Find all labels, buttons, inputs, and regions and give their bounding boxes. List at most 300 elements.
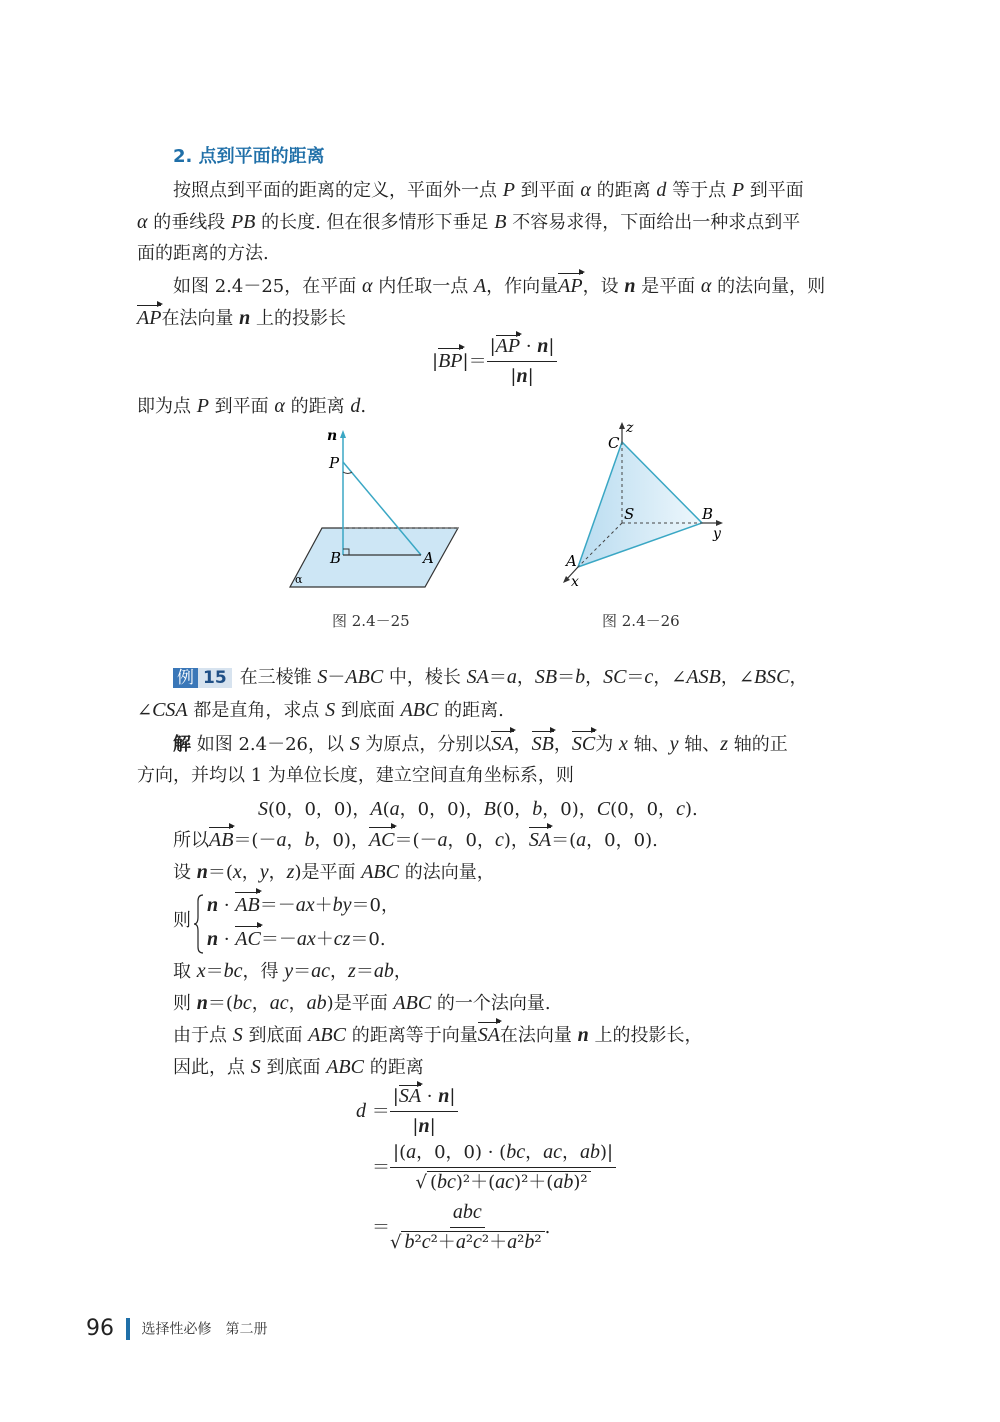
text: 的距离: [590, 180, 657, 201]
vector-AP: AP: [558, 272, 582, 300]
math-variable: α: [700, 275, 712, 297]
text: ，: [585, 667, 604, 688]
math-variable: d: [356, 1100, 366, 1122]
math-variable: ac: [543, 1141, 562, 1163]
text: 中，棱长: [383, 667, 467, 688]
math-variable: α: [274, 395, 285, 417]
text: 方向，并均以 1 为单位长度，建立空间直角坐标系，则: [137, 765, 574, 786]
text: ＝: [488, 667, 507, 688]
text: ，: [286, 830, 305, 851]
text: ²: [414, 1232, 422, 1253]
math-variable: SB: [534, 666, 558, 688]
math-variable: B: [494, 211, 507, 233]
math-variable: SC: [603, 666, 627, 688]
text: ，: [525, 1142, 544, 1163]
math-variable: a: [576, 829, 587, 851]
math-variable: ABC: [361, 861, 399, 883]
text: ，: [562, 1142, 580, 1163]
vector-SA: SA: [398, 1085, 422, 1107]
label-x: x: [571, 574, 579, 590]
numerator: [390, 1084, 459, 1112]
math-variable: c: [495, 829, 504, 851]
math-variable: ABC: [345, 666, 384, 688]
text: 取: [173, 961, 197, 982]
text: |: [392, 1086, 399, 1107]
vector-SB: SB: [532, 730, 554, 758]
math-variable: S: [325, 699, 336, 721]
text: ，: [330, 961, 349, 982]
text: 在法向量: [161, 308, 240, 329]
formula-distance-3: [372, 1200, 550, 1255]
text: 到底面: [260, 1057, 327, 1078]
math-variable: bc: [223, 960, 243, 982]
formula-distance-1: [356, 1084, 458, 1139]
text: 为原点，分别以: [359, 734, 492, 755]
text: ，∠: [653, 667, 687, 688]
label-y: y: [713, 526, 721, 542]
solution-line: [137, 762, 574, 790]
math-variable: c: [473, 1231, 482, 1253]
text: |(: [393, 1142, 407, 1163]
text: ＝: [372, 1156, 390, 1178]
math-variable: ABC: [400, 699, 439, 721]
text: ，: [516, 667, 535, 688]
text: ²: [534, 1232, 542, 1253]
math-variable: ab: [306, 992, 327, 1014]
solution-line: [173, 989, 551, 1018]
bold-vector: n: [239, 307, 251, 329]
math-variable: PB: [230, 211, 256, 233]
label-P: P: [329, 454, 340, 472]
math-variable: a: [455, 1231, 466, 1253]
text: )|: [600, 1142, 614, 1163]
formula-distance-2: [372, 1140, 616, 1195]
text: (0，0，: [610, 799, 677, 820]
text: 都是直角，求点: [187, 700, 326, 721]
formula-lhs: [372, 1214, 390, 1242]
math-variable: d: [656, 179, 667, 201]
math-variable: z: [348, 960, 356, 982]
page-number: 96: [86, 1316, 114, 1341]
period: .: [544, 1216, 551, 1238]
figure-tetrahedron: [563, 420, 723, 590]
math-variable: P: [196, 395, 209, 417]
example-badge: [173, 667, 232, 689]
text: 到平面: [744, 180, 804, 201]
math-variable: y: [259, 861, 269, 883]
bold-vector: n: [516, 365, 528, 387]
example-line: [173, 663, 808, 692]
math-variable: a: [389, 798, 400, 820]
math-variable: b: [532, 798, 543, 820]
math-variable: CSA: [152, 699, 188, 721]
text: 上的投影长，: [588, 1025, 703, 1046]
vector-SA: SA: [529, 826, 551, 854]
solution-text: [191, 734, 788, 755]
math-variable: α: [361, 275, 373, 297]
text: ，0，: [447, 830, 495, 851]
label-S: S: [624, 505, 635, 523]
paragraph-line: [173, 176, 804, 205]
page-footer: [86, 1316, 267, 1341]
numerator: [487, 334, 558, 362]
text: ，∠: [720, 667, 754, 688]
bold-vector: n: [624, 275, 636, 297]
text: 轴的正: [728, 734, 788, 755]
math-variable: d: [350, 395, 361, 417]
math-variable: x: [618, 733, 628, 755]
math-variable: S: [258, 798, 268, 820]
solution-line: [173, 730, 788, 759]
text: ∠: [137, 700, 153, 721]
math-variable: a: [437, 829, 448, 851]
text: ，: [241, 862, 260, 883]
then-label: 则: [173, 910, 191, 931]
math-variable: x: [232, 861, 242, 883]
example-text: [240, 667, 808, 688]
text: 所以: [173, 830, 209, 851]
vector-AC: AC: [235, 925, 261, 953]
text: 是平面: [635, 276, 701, 297]
bold-vector: n: [207, 894, 219, 916]
text: 轴、: [678, 734, 721, 755]
text: ，: [513, 734, 532, 755]
text: 不容易求得，下面给出一种求点到平: [506, 212, 801, 233]
math-variable: a: [507, 1231, 518, 1253]
bold-vector: n: [418, 1115, 430, 1137]
text: 的一个法向量.: [431, 993, 551, 1014]
label-A: A: [566, 552, 577, 570]
badge-word: 例: [173, 668, 198, 688]
text: ＋: [314, 895, 333, 916]
numerator: [390, 1140, 616, 1168]
text: )，: [503, 830, 529, 851]
solution-line: [173, 957, 412, 986]
text: |: [510, 366, 517, 387]
text: ，得: [242, 961, 285, 982]
solution-label: 解: [173, 734, 191, 755]
text: ＝: [626, 667, 645, 688]
figure-caption: 图 2.4－25: [332, 612, 410, 630]
figure-caption: 图 2.4－26: [602, 612, 680, 630]
text: 等于点: [666, 180, 732, 201]
math-variable: b: [575, 666, 586, 688]
math-variable: z: [286, 861, 295, 883]
math-variable: y: [669, 733, 679, 755]
text: )是平面: [326, 993, 394, 1014]
text: (: [382, 799, 390, 820]
text: ，0，0).: [586, 830, 658, 851]
text: 设: [173, 862, 197, 883]
text: ，作向量: [486, 276, 559, 297]
text: (0，: [495, 799, 533, 820]
math-variable: cz: [333, 928, 351, 950]
text: ·: [218, 895, 236, 916]
text: ).: [684, 799, 698, 820]
text: ＝: [366, 1101, 390, 1122]
math-variable: ax: [295, 894, 315, 916]
math-variable: α: [580, 179, 591, 201]
text: 到平面: [208, 396, 275, 417]
text: ，0，0) · (: [416, 1142, 507, 1163]
math-variable: b: [524, 1231, 535, 1253]
math-variable: a: [506, 666, 517, 688]
text: ＝: [372, 1216, 390, 1238]
vector-SA: SA: [491, 730, 513, 758]
text: 的距离: [363, 1057, 424, 1078]
text: ＋: [315, 929, 334, 950]
math-variable: SA: [466, 666, 489, 688]
math-variable: S: [349, 733, 360, 755]
text: )²＋(: [514, 1172, 554, 1193]
text: ＝－: [259, 895, 296, 916]
text: ·: [520, 336, 538, 357]
math-variable: abc: [452, 1201, 482, 1223]
math-variable: S: [317, 666, 328, 688]
vector-AP: AP: [137, 304, 161, 332]
text: ，: [789, 667, 808, 688]
text: 的距离: [284, 396, 351, 417]
text: ＝: [557, 667, 576, 688]
text: 到平面: [514, 180, 581, 201]
math-variable: B: [483, 798, 496, 820]
text: 因此，点: [173, 1057, 251, 1078]
math-variable: ab: [553, 1171, 574, 1193]
text: ＝(: [551, 830, 577, 851]
math-variable: bc: [506, 1141, 526, 1163]
text: ²: [517, 1232, 525, 1253]
text: ＝0.: [350, 929, 386, 950]
figure-point-plane: [290, 428, 458, 587]
text: ²: [465, 1232, 474, 1253]
paragraph-line: [137, 392, 366, 421]
math-variable: c: [421, 1231, 431, 1253]
text: |＝: [462, 351, 487, 372]
text: ＝(: [207, 993, 233, 1014]
text: 由于点: [173, 1025, 233, 1046]
solution-line: [173, 858, 495, 887]
fraction: [390, 1200, 545, 1255]
text: 的距离等于向量: [345, 1025, 478, 1046]
math-variable: bc: [437, 1171, 456, 1193]
math-variable: P: [731, 179, 745, 201]
math-variable: α: [137, 211, 148, 233]
text: ，: [288, 993, 307, 1014]
math-variable: by: [332, 894, 352, 916]
numerator: [450, 1200, 485, 1228]
bold-vector: n: [438, 1085, 450, 1107]
label-C: C: [608, 434, 620, 452]
text: )是平面: [294, 862, 362, 883]
book-title: 选择性必修 第二册: [141, 1321, 268, 1338]
text: 在三棱锥: [239, 667, 318, 688]
text: )²＋(: [455, 1172, 496, 1193]
text: |: [412, 1116, 419, 1137]
text: 如图 2.4－25，在平面: [173, 276, 362, 297]
vector-AP: AP: [495, 335, 521, 357]
text: ，: [268, 862, 287, 883]
text: 内任取一点: [372, 276, 474, 297]
sqrt-content: [427, 1171, 591, 1193]
text: (0，0，0)，: [268, 799, 371, 820]
denominator: [412, 1112, 435, 1139]
text: ＝(－: [394, 830, 438, 851]
math-variable: bc: [232, 992, 252, 1014]
vector-AB: AB: [235, 891, 259, 919]
text: 的垂线段: [147, 212, 231, 233]
solution-line: [173, 1053, 424, 1082]
text: |: [449, 1086, 456, 1107]
denominator: √ (bc)²＋(ac)²＋(ab)²: [416, 1168, 591, 1195]
text: ＝(－: [233, 830, 277, 851]
system-eq-2: [207, 925, 386, 954]
math-variable: a: [276, 829, 287, 851]
text: 的长度. 但在很多情形下垂足: [255, 212, 495, 233]
paragraph-line: [137, 240, 269, 268]
label-B: B: [702, 505, 714, 523]
paragraph-line: [137, 208, 800, 237]
fraction: [390, 1084, 459, 1139]
formula-lhs: [432, 347, 487, 376]
math-variable: y: [284, 960, 294, 982]
text: 上的投影长: [250, 308, 347, 329]
paragraph-line: [173, 272, 825, 301]
text: |: [527, 366, 534, 387]
solution-line: [173, 1021, 703, 1050]
text: ＝: [293, 961, 312, 982]
example-line: [137, 696, 504, 725]
text: 则: [173, 993, 197, 1014]
figures: [280, 420, 740, 600]
math-variable: x: [196, 960, 206, 982]
text: 为: [595, 734, 619, 755]
text: ＝(: [207, 862, 233, 883]
denominator: [510, 362, 533, 389]
label-n: n: [327, 428, 338, 444]
text: 的法向量，: [399, 862, 495, 883]
math-variable: b: [404, 1231, 415, 1253]
text: (: [429, 1172, 438, 1193]
text: )²: [573, 1172, 588, 1193]
text: |: [548, 336, 555, 357]
text: ·: [218, 929, 236, 950]
math-variable: z: [720, 733, 728, 755]
fraction: [390, 1140, 616, 1195]
math-variable: ab: [580, 1141, 600, 1163]
paragraph-line: [137, 304, 346, 333]
math-variable: ABC: [308, 1024, 346, 1046]
text: 到底面: [242, 1025, 309, 1046]
text: 面的距离的方法.: [137, 243, 269, 264]
badge-number: 15: [198, 668, 232, 688]
math-variable: BSC: [753, 666, 790, 688]
coordinates-line: [258, 795, 698, 824]
math-variable: ab: [373, 960, 394, 982]
label-z: z: [626, 420, 634, 436]
math-variable: ac: [495, 1171, 515, 1193]
vector-BP: BP: [438, 347, 462, 375]
footer-divider: [126, 1318, 130, 1340]
text: ，0，0)，: [399, 799, 484, 820]
text: 轴、: [627, 734, 670, 755]
math-variable: S: [232, 1024, 243, 1046]
math-variable: ABC: [326, 1056, 364, 1078]
text: |: [432, 351, 439, 372]
math-variable: a: [406, 1141, 417, 1163]
text: 的距离.: [438, 700, 504, 721]
text: 按照点到平面的距离的定义，平面外一点: [173, 180, 503, 201]
vector-SA: SA: [478, 1021, 500, 1049]
bold-vector: n: [207, 928, 219, 950]
text: ·: [421, 1086, 439, 1107]
text: ²＋: [481, 1232, 508, 1253]
text: ，: [393, 961, 412, 982]
system-eq-1: [207, 891, 399, 920]
text: ＝0，: [351, 895, 399, 916]
bold-vector: n: [537, 335, 549, 357]
bold-vector: n: [196, 992, 208, 1014]
vector-AB: AB: [209, 826, 233, 854]
text: －: [327, 667, 346, 688]
text: ²＋: [430, 1232, 456, 1253]
text: |: [489, 336, 496, 357]
bold-vector: n: [196, 861, 208, 883]
text: 到底面: [335, 700, 401, 721]
denominator: √ b²c²＋a²c²＋a²b²: [390, 1228, 545, 1255]
label-B: B: [330, 549, 342, 567]
text: 在法向量: [499, 1025, 578, 1046]
text: ，0)，: [314, 830, 369, 851]
text: ，0)，: [542, 799, 597, 820]
math-variable: c: [644, 666, 654, 688]
vector-AC: AC: [369, 826, 395, 854]
text: 的法向量，则: [711, 276, 826, 297]
math-variable: C: [596, 798, 611, 820]
math-variable: A: [473, 275, 487, 297]
solution-line: [173, 826, 658, 855]
math-variable: A: [370, 798, 383, 820]
fraction: [487, 334, 558, 389]
math-variable: ac: [269, 992, 289, 1014]
math-variable: ac: [311, 960, 331, 982]
text: ＝－: [260, 929, 297, 950]
label-alpha: α: [295, 573, 303, 586]
math-variable: c: [676, 798, 685, 820]
text: ，设: [582, 276, 625, 297]
math-variable: ax: [296, 928, 316, 950]
formula-lhs: [356, 1097, 390, 1126]
left-brace: [193, 893, 205, 955]
text: ，: [553, 734, 572, 755]
sqrt-content: [401, 1231, 544, 1253]
math-variable: ABC: [393, 992, 432, 1014]
formula-projection: [432, 334, 557, 389]
math-variable: S: [250, 1056, 261, 1078]
text: ＝: [355, 961, 374, 982]
vector-SC: SC: [572, 730, 595, 758]
math-variable: ASB: [686, 666, 721, 688]
formula-lhs: [372, 1154, 390, 1182]
math-variable: P: [502, 179, 515, 201]
label-A: A: [423, 549, 434, 567]
text: .: [360, 396, 367, 417]
text: |: [429, 1116, 436, 1137]
bold-vector: n: [577, 1024, 589, 1046]
text: ，: [251, 993, 270, 1014]
text: ＝: [205, 961, 224, 982]
section-heading: 2. 点到平面的距离: [173, 146, 325, 167]
text: 如图 2.4－26，以: [191, 734, 350, 755]
